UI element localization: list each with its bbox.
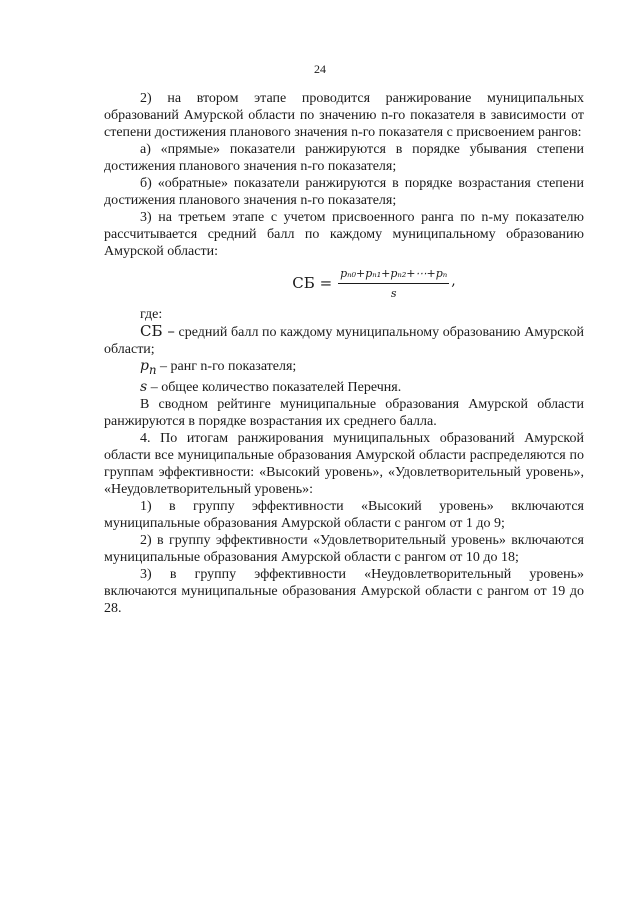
definition-count (104, 379, 584, 396)
document-body (104, 90, 584, 617)
definition-term-s: s (140, 378, 148, 395)
formula-lhs: СБ = (292, 273, 333, 292)
paragraph-group-satisfactory: 2) в группу эффективности «Удовлетворительный уровень» включаются муниципальные образования Амурской области с рангом от 10 до 18; (104, 532, 584, 565)
page-number: 24 (314, 62, 326, 76)
definition-term-cb: СБ – (140, 322, 175, 340)
definition-term-pn: p (140, 358, 149, 374)
definition-text-pn: – ранг n-го показателя; (156, 359, 297, 374)
paragraph-group-high: 1) в группу эффективности «Высокий уровень» включаются муниципальные образования Амурской области с рангом от 1 до 9; (104, 498, 584, 531)
definition-text-s: – общее количество показателей Перечня. (147, 379, 402, 395)
paragraph-direct-indicators: а) «прямые» показатели ранжируются в порядке убывания степени достижения планового значения n-го показателя; (104, 142, 584, 174)
paragraph-stage-two: 2) на втором этапе проводится ранжирование муниципальных образований Амурской области по значению n-го показателя в зависимости от степени достижения планового значения n-го показателя с присвоением рангов: (104, 91, 584, 140)
paragraph-stage-three: 3) на третьем этапе с учетом присвоенного ранга по n-му показателю рассчитывается средний балл по каждому муниципальному образованию Амурской области: (104, 210, 584, 259)
formula-numerator: pₙ₀+pₙ₁+pₙ₂+⋯+pₙ (338, 265, 449, 284)
formula-trailing-comma: , (451, 273, 456, 289)
paragraph-summary-rating: В сводном рейтинге муниципальные образования Амурской области ранжируются в порядке возрастания их среднего балла. (104, 396, 584, 429)
paragraph-reverse-indicators: б) «обратные» показатели ранжируются в порядке возрастания степени достижения планового значения n-го показателя; (104, 176, 584, 208)
definition-rank (104, 358, 584, 379)
where-label: где: (140, 307, 163, 322)
paragraph-group-unsatisfactory: 3) в группу эффективности «Неудовлетворительный уровень» включаются муниципальные образования Амурской области с рангом от 19 до 28. (104, 566, 584, 616)
formula-denominator: s (390, 286, 397, 300)
definition-text-cb: средний балл по каждому муниципальному образованию Амурской области; (104, 325, 584, 357)
average-score-formula (164, 264, 584, 302)
formula-fraction (338, 265, 449, 302)
paragraph-stage-four: 4. По итогам ранжирования муниципальных образований Амурской области все муниципальные образования Амурской области распределяются по группам эффективности: «Высокий уровень», «Удовлетворительный уровень», «Неудовлетворительный уровень»: (104, 430, 584, 497)
definition-average-score (104, 323, 584, 358)
definition-term-pn-sub: n (148, 362, 157, 377)
